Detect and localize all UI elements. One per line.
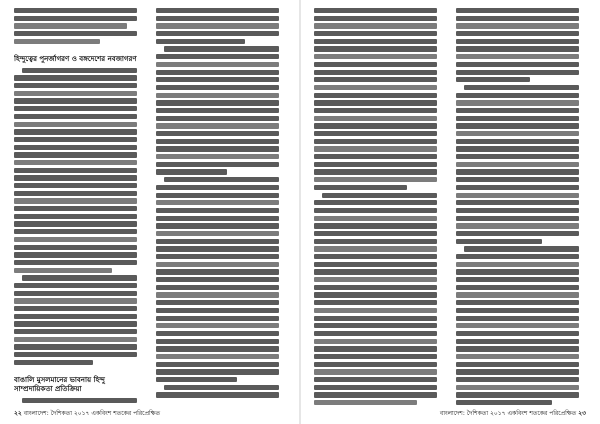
left-page-column-1	[14, 8, 137, 406]
page-number: ২২	[14, 410, 22, 417]
right-page-footer	[440, 408, 586, 419]
right-page-column-2	[456, 8, 579, 406]
section-heading: বাঙালি মুসলমানের ভাবনায় হিন্দু সাম্প্রদায়িকতা প্রতিক্রিয়া	[14, 375, 105, 393]
right-page	[300, 0, 600, 424]
footer-text: বাংলাদেশ: দৈশিকতা ২০১৭ একবিংশ শতকের পরিপ্রেক্ষিত	[439, 410, 577, 417]
section-heading: হিন্দুত্বের পুনর্জাগরণ ও বঙ্গদেশের নবজাগরণ	[14, 54, 137, 63]
page-number: ২৩	[578, 410, 586, 417]
left-page-column-2	[156, 8, 279, 406]
footer-text: বাংলাদেশ: দৈশিকতা ২০১৭ একবিংশ শতকের পরিপ্রেক্ষিত	[23, 410, 161, 417]
left-page-footer	[14, 408, 160, 419]
right-page-column-1	[314, 8, 437, 406]
